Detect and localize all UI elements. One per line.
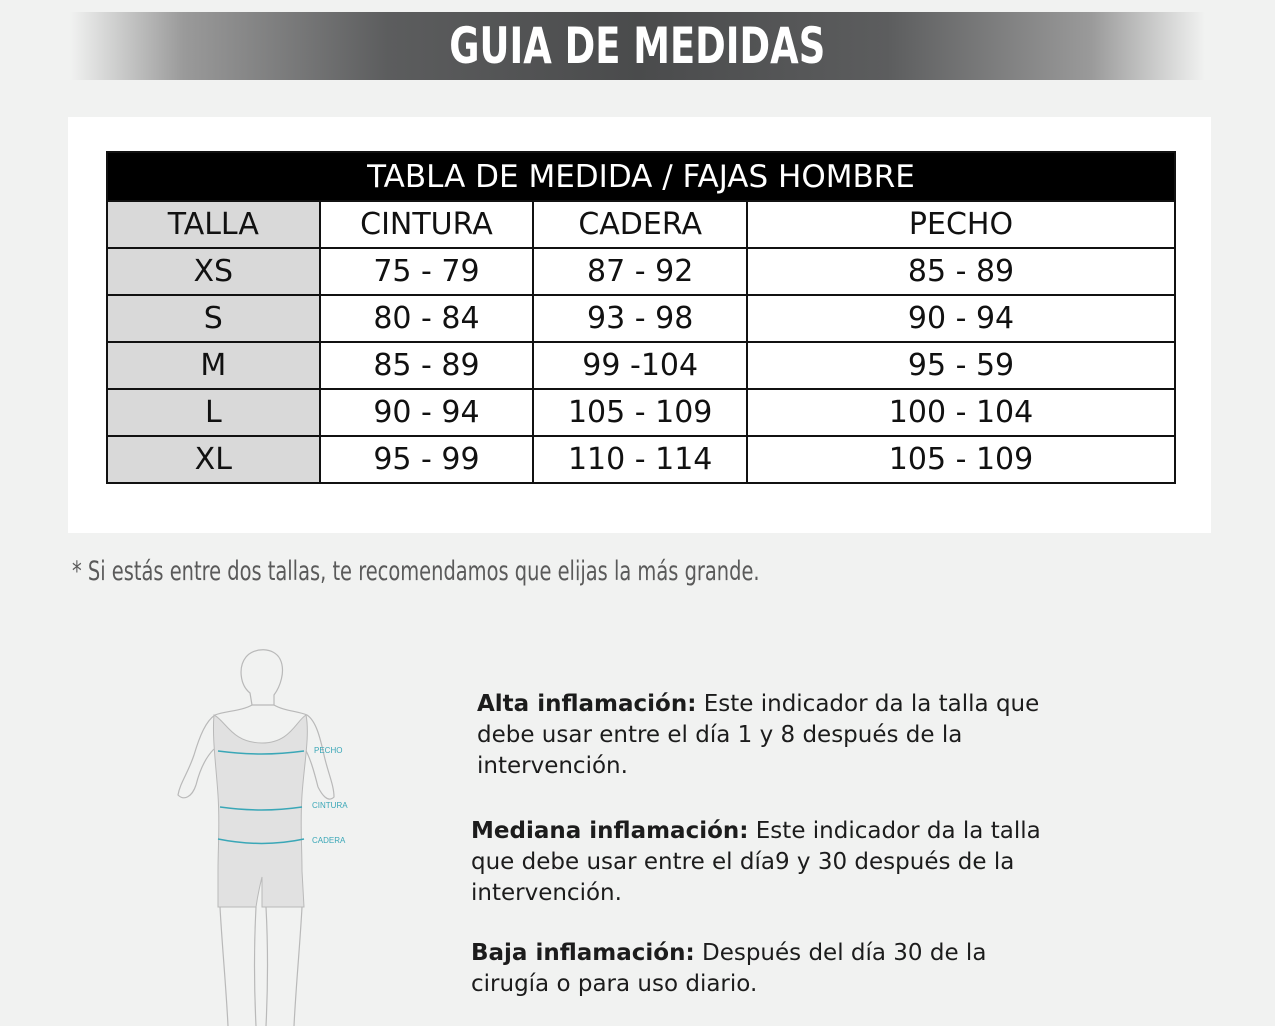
chest-cell: 90 - 94 [747,295,1175,342]
size-cell: M [107,342,320,389]
table-caption: TABLA DE MEDIDA / FAJAS HOMBRE [107,152,1175,201]
table-row [107,248,1175,295]
waist-cell: 90 - 94 [320,389,534,436]
title-banner [70,12,1205,80]
hip-label: CADERA [312,836,346,845]
size-cell: XS [107,248,320,295]
table-header-row [107,201,1175,248]
low-inflammation-title: Baja inflamación: [471,940,695,966]
medium-inflammation-info [471,816,1081,909]
chest-cell: 105 - 109 [747,436,1175,483]
low-inflammation-text: Después del día 30 de la cirugía o para uso diario. [471,940,987,997]
waist-cell: 80 - 84 [320,295,534,342]
table-row [107,295,1175,342]
chest-cell: 100 - 104 [747,389,1175,436]
body-measurement-figure [170,645,370,1026]
chest-label: PECHO [314,746,343,755]
size-table [106,151,1176,484]
size-note: * Si estás entre dos tallas, te recomendamos que elijas la más grande. [72,556,760,587]
medium-inflammation-text: Este indicador da la talla que debe usar entre el día9 y 30 después de la intervención. [471,818,1041,906]
hip-cell: 99 -104 [533,342,747,389]
hip-cell: 93 - 98 [533,295,747,342]
header-cintura: CINTURA [320,201,534,248]
table-row [107,342,1175,389]
header-cadera: CADERA [533,201,747,248]
chest-cell: 95 - 59 [747,342,1175,389]
size-table-card [68,117,1211,533]
medium-inflammation-title: Mediana inflamación: [471,818,749,844]
legs-outline [220,907,302,1026]
hip-cell: 110 - 114 [533,436,747,483]
hip-cell: 105 - 109 [533,389,747,436]
size-cell: S [107,295,320,342]
waist-label: CINTURA [312,801,348,810]
low-inflammation-info [471,938,1051,1000]
table-row [107,389,1175,436]
high-inflammation-text: Este indicador da la talla que debe usar entre el día 1 y 8 después de la intervención. [477,691,1040,779]
header-pecho: PECHO [747,201,1175,248]
waist-cell: 85 - 89 [320,342,534,389]
high-inflammation-title: Alta inflamación: [477,691,697,717]
high-inflammation-info [477,689,1077,782]
page-title: GUIA DE MEDIDAS [449,17,826,75]
size-cell: XL [107,436,320,483]
chest-cell: 85 - 89 [747,248,1175,295]
header-talla: TALLA [107,201,320,248]
table-row [107,436,1175,483]
hip-cell: 87 - 92 [533,248,747,295]
garment-shape [213,715,307,907]
size-cell: L [107,389,320,436]
waist-cell: 95 - 99 [320,436,534,483]
waist-cell: 75 - 79 [320,248,534,295]
